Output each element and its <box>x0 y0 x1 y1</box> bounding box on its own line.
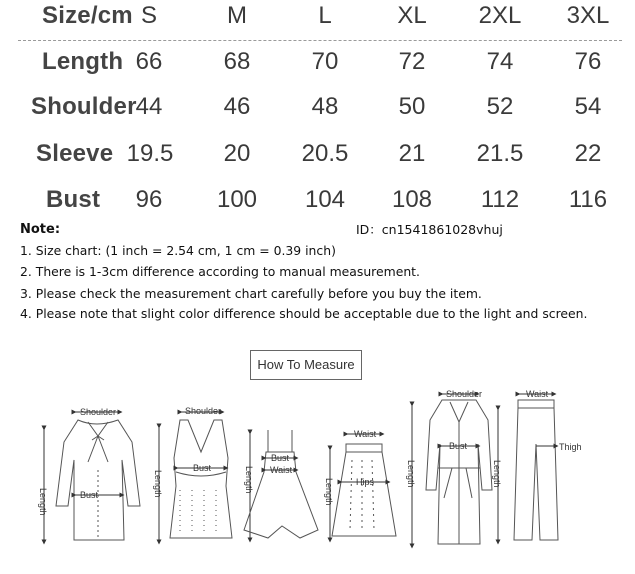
header-size-m: M <box>227 2 247 29</box>
table-cell: 54 <box>574 93 602 120</box>
note-item: 3. Please check the measurement chart carefully before you buy the item. <box>20 286 482 301</box>
note-item: 4. Please note that slight color difference should be acceptable due to the light and screen. <box>20 306 588 321</box>
size-table-header-row <box>0 0 635 36</box>
header-size-label: Size/cm <box>42 2 133 29</box>
table-cell: 21 <box>398 140 426 167</box>
table-cell: 20 <box>223 140 251 167</box>
header-size-s: S <box>140 2 158 29</box>
blouse-length-label: Length <box>38 488 48 516</box>
coat-diagram <box>412 394 492 546</box>
table-cell: 96 <box>135 186 163 213</box>
table-cell: 112 <box>480 186 520 213</box>
table-cell: 48 <box>311 93 339 120</box>
table-cell: 44 <box>135 93 163 120</box>
header-size-2xl: 2XL <box>478 2 522 29</box>
table-cell: 22 <box>574 140 602 167</box>
vest-bust-label: Bust <box>193 463 212 473</box>
table-cell: 100 <box>216 186 258 213</box>
size-table-row-shoulder <box>0 87 635 127</box>
table-cell: 68 <box>223 48 251 75</box>
table-cell: 19.5 <box>126 140 174 167</box>
table-cell: 46 <box>223 93 251 120</box>
header-size-l: L <box>318 2 332 29</box>
row-label: Bust <box>46 186 101 213</box>
table-cell: 70 <box>311 48 339 75</box>
product-id: ID：cn1541861028vhuj <box>356 222 503 237</box>
size-table-row-length <box>0 42 635 82</box>
table-cell: 74 <box>486 48 514 75</box>
size-table-row-sleeve <box>0 134 635 174</box>
blouse-shoulder-label: Shoulder <box>80 407 117 417</box>
skirt-length-label: Length <box>324 478 334 506</box>
blouse-bust-label: Bust <box>80 490 99 500</box>
how-to-measure-title: How To Measure <box>250 350 362 380</box>
pants-diagram <box>498 394 558 542</box>
row-label: Sleeve <box>36 140 114 167</box>
table-cell: 50 <box>398 93 426 120</box>
table-cell: 104 <box>304 186 346 213</box>
skirt-waist-label: Waist <box>354 429 377 439</box>
skirt-hips-label: Hips <box>356 477 375 487</box>
dress-bust-label: Bust <box>271 453 290 463</box>
pants-waist-label: Waist <box>526 389 549 399</box>
coat-shoulder-label: Shoulder <box>446 389 483 399</box>
notes-title: Note: <box>20 222 61 237</box>
vest-length-label: Length <box>153 470 163 498</box>
header-size-xl: XL <box>397 2 427 29</box>
measurement-illustrations <box>0 380 635 574</box>
table-cell: 76 <box>574 48 602 75</box>
header-size-3xl: 3XL <box>566 2 610 29</box>
table-cell: 72 <box>398 48 426 75</box>
vest-shoulder-label: Shoulder <box>185 406 222 416</box>
table-cell: 108 <box>391 186 433 213</box>
size-table-row-bust <box>0 180 635 220</box>
table-cell: 116 <box>568 186 608 213</box>
dress-waist-label: Waist <box>270 465 293 475</box>
row-label: Length <box>42 48 124 75</box>
pants-thigh-label: Thigh <box>559 442 582 452</box>
vest-diagram <box>159 412 232 542</box>
dress-length-label: Length <box>244 466 254 494</box>
table-cell: 52 <box>486 93 514 120</box>
table-cell: 20.5 <box>301 140 349 167</box>
size-table <box>0 0 635 222</box>
table-divider <box>18 40 622 41</box>
table-cell: 21.5 <box>476 140 524 167</box>
note-item: 2. There is 1-3cm difference according to manual measurement. <box>20 264 420 279</box>
table-cell: 66 <box>135 48 163 75</box>
pants-length-label: Length <box>492 460 502 488</box>
dress-diagram <box>244 430 318 540</box>
coat-length-label: Length <box>406 460 416 488</box>
row-label: Shoulder <box>31 93 137 120</box>
coat-bust-label: Bust <box>449 441 468 451</box>
skirt-diagram <box>330 434 396 540</box>
blouse-diagram <box>44 412 140 542</box>
garment-diagrams <box>0 380 635 574</box>
note-item: 1. Size chart: (1 inch = 2.54 cm, 1 cm = 0.39 inch) <box>20 243 336 258</box>
